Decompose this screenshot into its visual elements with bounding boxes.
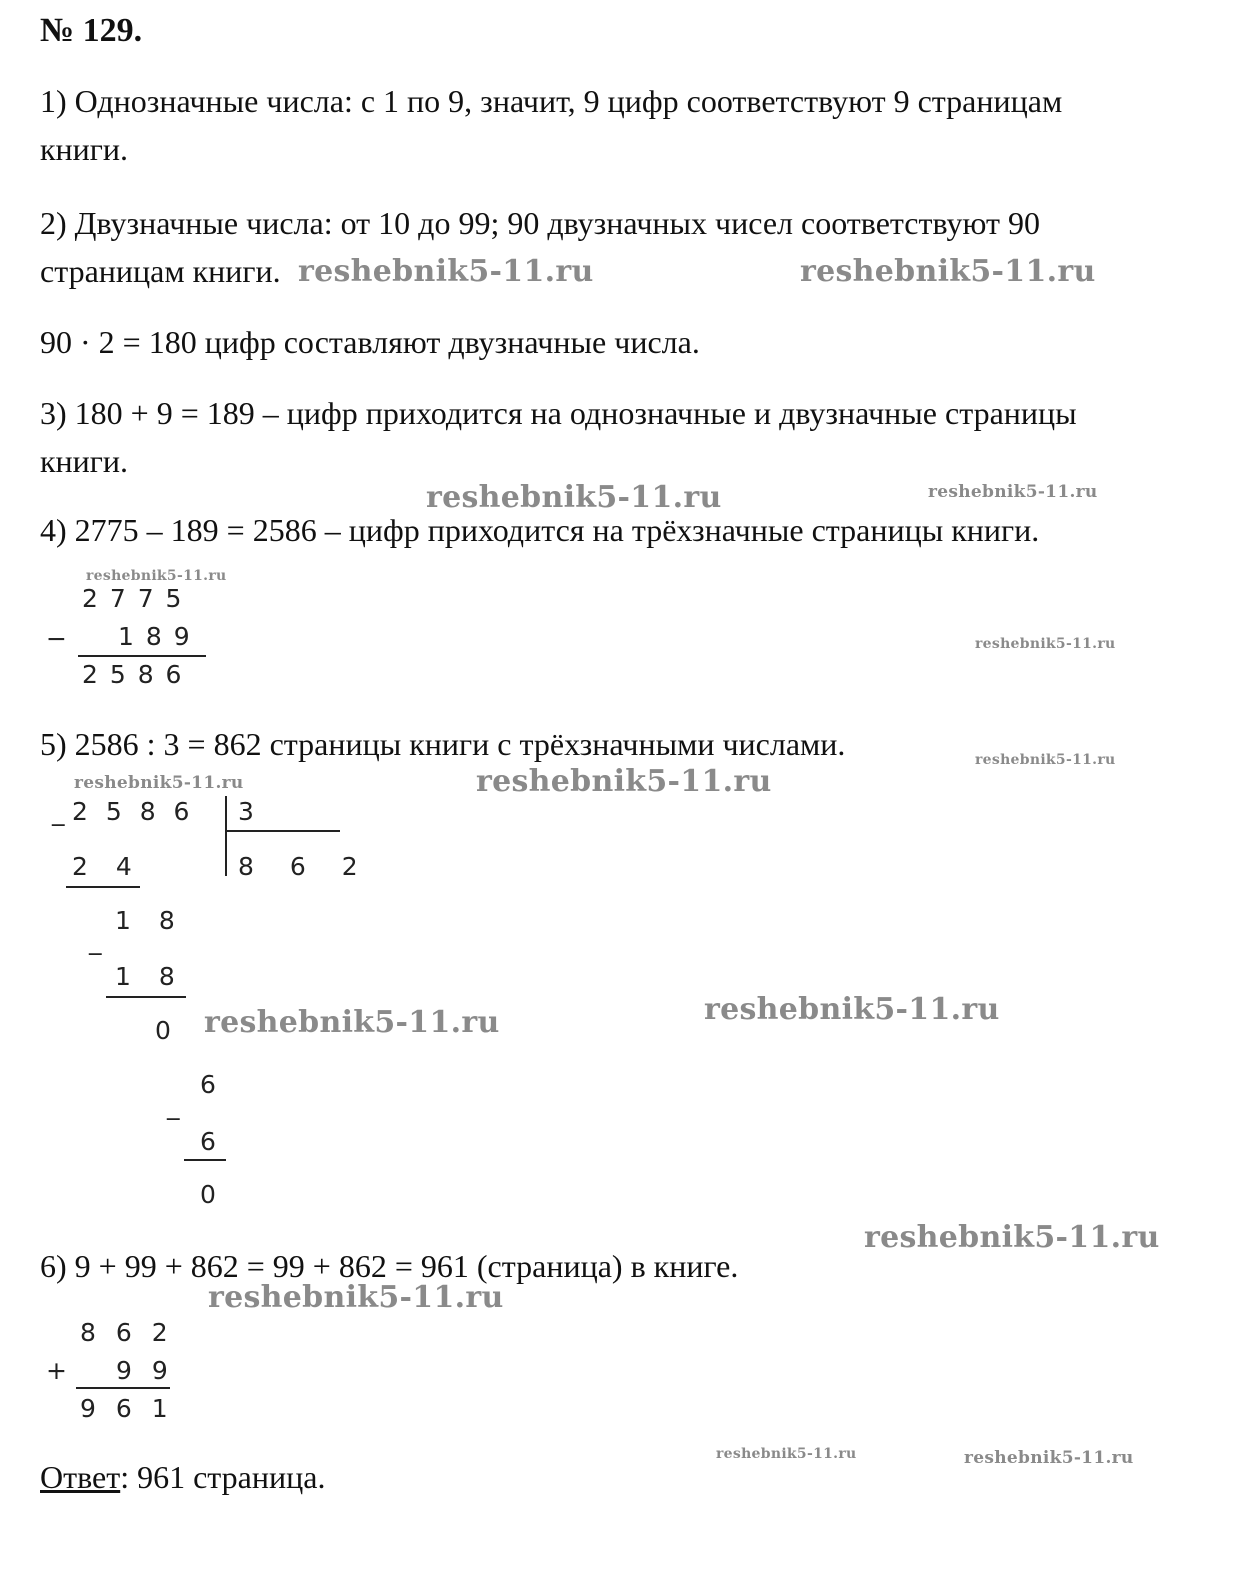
- div-sub-2: 1 8: [115, 962, 185, 991]
- sub-minuend: 2 7 7 5: [82, 584, 184, 613]
- watermark: reshebnik5-11.ru: [716, 1446, 857, 1462]
- step-3-line-2: книги.: [40, 443, 129, 479]
- add-first: 8 6 2: [80, 1318, 174, 1347]
- step-2-line-2: страницам книги.: [40, 253, 281, 289]
- watermark: reshebnik5-11.ru: [208, 1280, 504, 1315]
- watermark: reshebnik5-11.ru: [298, 254, 594, 289]
- watermark: reshebnik5-11.ru: [86, 568, 227, 584]
- answer-text: : 961 страница.: [120, 1459, 326, 1495]
- watermark: reshebnik5-11.ru: [928, 482, 1098, 502]
- div-rem-4: 0: [200, 1180, 216, 1209]
- div-line-2: [106, 996, 186, 998]
- watermark: reshebnik5-11.ru: [975, 752, 1116, 768]
- watermark: reshebnik5-11.ru: [800, 254, 1096, 289]
- step-4: 4) 2775 – 189 = 2586 – цифр приходится на трёхзначные страницы книги.: [40, 512, 1040, 548]
- step-3-line-1: 3) 180 + 9 = 189 – цифр приходится на однозначные и двузначные страницы: [40, 395, 1077, 431]
- div-sub-1: 2 4: [72, 852, 142, 881]
- div-minus-1: _: [52, 797, 65, 826]
- problem-title: № 129.: [40, 12, 143, 49]
- div-minus-3: _: [167, 1091, 180, 1120]
- div-line-1: [66, 886, 140, 888]
- step-2-line-1: 2) Двузначные числа: от 10 до 99; 90 двузначных чисел соответствуют 90: [40, 205, 1040, 241]
- watermark: reshebnik5-11.ru: [426, 480, 722, 515]
- step-5: 5) 2586 : 3 = 862 страницы книги с трёхзначными числами.: [40, 726, 846, 762]
- watermark: reshebnik5-11.ru: [704, 992, 1000, 1027]
- add-plus-sign: +: [46, 1356, 67, 1385]
- step-6: 6) 9 + 99 + 862 = 99 + 862 = 961 (страница) в книге.: [40, 1248, 739, 1284]
- div-divisor: 3: [238, 797, 254, 826]
- step-2-calc: 90 · 2 = 180 цифр составляют двузначные числа.: [40, 324, 700, 360]
- div-dividend: 2 5 8 6: [72, 797, 195, 826]
- div-rem-3: 6: [200, 1070, 216, 1099]
- sub-minus-sign: −: [46, 624, 67, 653]
- sub-line: [78, 655, 206, 657]
- watermark: reshebnik5-11.ru: [964, 1448, 1134, 1468]
- div-minus-2: _: [89, 926, 102, 955]
- div-divisor-line: [225, 830, 340, 832]
- div-line-3: [184, 1159, 226, 1161]
- add-line: [76, 1387, 170, 1389]
- add-second: 9 9: [116, 1356, 174, 1385]
- watermark: reshebnik5-11.ru: [204, 1005, 500, 1040]
- div-rem-2: 0: [155, 1016, 171, 1045]
- step-1-line-2: книги.: [40, 131, 129, 167]
- watermark: reshebnik5-11.ru: [975, 636, 1116, 652]
- div-sub-3: 6: [200, 1127, 216, 1156]
- watermark: reshebnik5-11.ru: [74, 773, 244, 793]
- div-vertical-bar: [225, 796, 227, 876]
- div-quotient: 8 6 2: [238, 852, 372, 881]
- add-sum: 9 6 1: [80, 1394, 174, 1423]
- watermark: reshebnik5-11.ru: [476, 764, 772, 799]
- sub-subtrahend: 1 8 9: [118, 622, 192, 651]
- div-rem-1: 1 8: [115, 906, 185, 935]
- watermark: reshebnik5-11.ru: [864, 1220, 1160, 1255]
- sub-result: 2 5 8 6: [82, 660, 184, 689]
- step-1-line-1: 1) Однозначные числа: с 1 по 9, значит, 9 цифр соответствуют 9 страницам: [40, 83, 1063, 119]
- answer-label: Ответ: [40, 1459, 121, 1495]
